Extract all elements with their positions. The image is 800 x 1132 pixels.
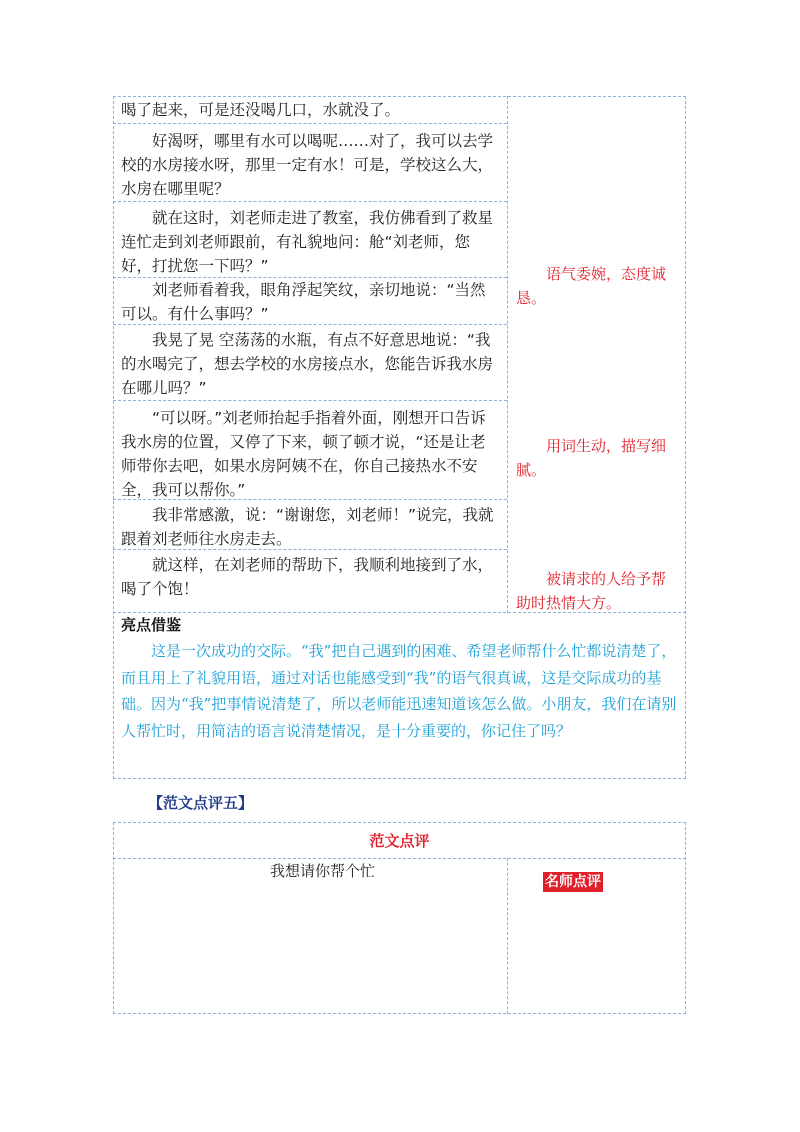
paragraph-divider [113,123,507,124]
essay-paragraph: 我晃了晃 空荡荡的水瓶，有点不好意思地说：“我的水喝完了，想去学校的水房接点水，您能告诉我水房在哪儿吗？” [121,331,494,397]
annotation-note: 被请求的人给予帮助时热情大方。 [516,570,667,612]
paragraph-divider [113,324,507,325]
paragraph-divider [113,549,507,550]
table-header: 范文点评 [369,832,430,850]
highlight-title: 亮点借鉴 [121,616,182,634]
essay-paragraph: “可以呀。”刘老师抬起手指着外面，刚想开口告诉我水房的位置，又停了下来，顿了顿才说，“还是让老师带你去吧，如果水房阿姨不在，你自己接热水不安全，我可以帮你。” [121,409,486,499]
row-divider [113,858,686,859]
column-divider [507,858,508,1014]
model-essay-table [113,822,686,1014]
section-label: 【范文点评五】 [148,794,254,812]
paragraph-divider [113,499,507,500]
paragraph-divider [113,400,507,401]
essay-paragraph: 就在这时，刘老师走进了教室，我仿佛看到了救星连忙走到刘老师跟前，有礼貌地问：舱“刘老师，您好，打扰您一下吗？” [121,209,494,275]
essay-paragraph: 好渴呀，哪里有水可以喝呢……对了，我可以去学校的水房接水呀，那里一定有水！可是，学校这么大，水房在哪里呢？ [121,132,494,198]
annotation-note: 用词生动，描写细腻。 [516,437,667,479]
paragraph-divider [113,201,507,202]
essay-paragraph: 就这样，在刘老师的帮助下，我顺利地接到了水，喝了个饱！ [121,556,494,598]
essay-paragraph: 刘老师看着我，眼角浮起笑纹，亲切地说：“当然可以。有什么事吗？” [121,281,486,323]
column-divider [507,96,508,613]
essay-title: 我想请你帮个忙 [270,862,376,880]
teacher-comment-badge: 名师点评 [545,874,601,890]
essay-paragraph: 喝了起来，可是还没喝几口，水就没了。 [121,101,401,119]
annotation-note: 语气委婉，态度诚恳。 [516,265,667,307]
essay-paragraph: 我非常感激，说：“谢谢您，刘老师！”说完，我就跟着刘老师往水房走去。 [121,506,494,548]
highlight-body: 这是一次成功的交际。“我”把自己遇到的困难、希望老师帮什么忙都说清楚了，而且用上了礼貌用语，通过对话也能感受到“我”的语气很真诚，这是交际成功的基础。因为“我”把事情说清楚了，所以老师能迅速知道该怎么做。小朋友，我们在请别人帮忙时，用简洁的语言说清楚情况，是十分重要的，你记住了吗？ [121,642,677,740]
